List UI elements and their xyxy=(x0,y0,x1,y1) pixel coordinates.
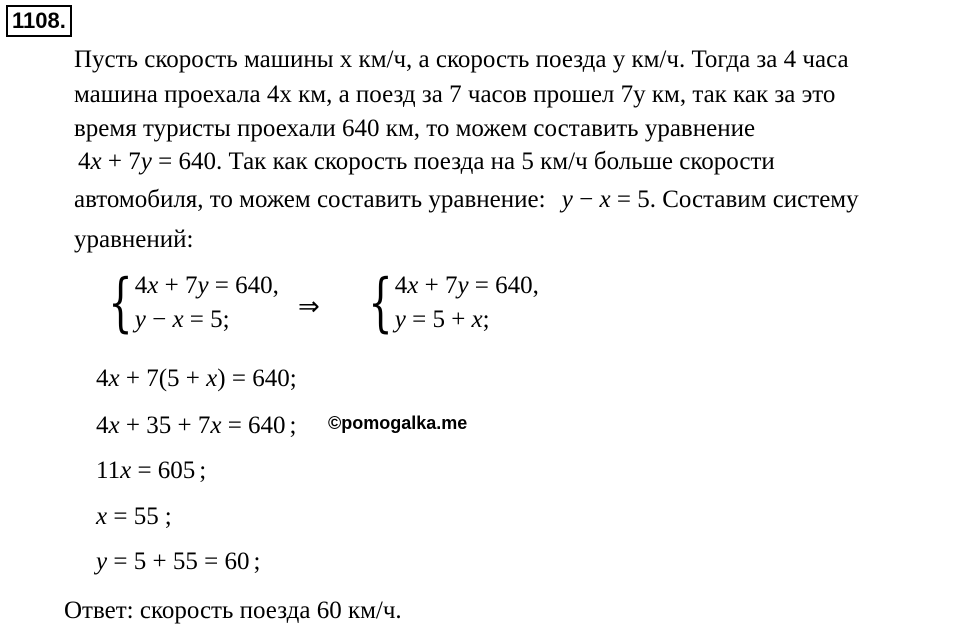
system-right-eq1: 4x + 7y = 640, xyxy=(394,272,539,299)
brace-left-icon: { xyxy=(108,266,133,340)
system-left xyxy=(92,266,279,340)
solution-step-2 xyxy=(96,411,297,441)
text-line-5-tail: . Составим систему xyxy=(649,186,859,213)
equation-y-minus-x: y − x = 5 xyxy=(561,186,650,213)
solution-step-3-eq: 11x = 605 xyxy=(96,457,196,484)
solution-step-5-end: ; xyxy=(253,548,261,575)
brace-right-icon: { xyxy=(368,266,393,340)
solution-step-5 xyxy=(96,547,260,577)
equation-4x-7y: 4x + 7y = 640 xyxy=(78,148,216,175)
solution-step-4-eq: x = 55 xyxy=(96,503,159,530)
watermark: ©pomogalka.me xyxy=(328,413,468,433)
solution-step-4 xyxy=(96,502,172,532)
text-line-2: машина проехала 4x км, а поезд за 7 часов прошел 7y км, так как за это xyxy=(74,81,836,108)
system-left-eq1: 4x + 7y = 640, xyxy=(134,272,279,299)
solution-step-2-eq: 4x + 35 + 7x = 640 xyxy=(96,412,286,439)
solution-step-5-eq: y = 5 + 55 = 60 xyxy=(96,548,250,575)
text-line-5 xyxy=(74,185,859,215)
solution-step-3 xyxy=(96,456,206,486)
system-right-eq2: y = 5 + x; xyxy=(394,306,490,333)
solution-step-1-eq: 4x + 7(5 + x) = 640 xyxy=(96,365,290,392)
text-line-1: Пусть скорость машины x км/ч, а скорость поезда y км/ч. Тогда за 4 часа xyxy=(74,46,849,73)
problem-number: 1108. xyxy=(6,5,72,37)
text-line-4 xyxy=(74,147,775,177)
implies-arrow-icon: ⇒ xyxy=(298,292,320,322)
text-line-5-head: автомобиля, то можем составить уравнение: xyxy=(74,186,552,213)
text-line-3: время туристы проехали 640 км, то можем составить уравнение xyxy=(74,115,756,142)
solution-step-4-end: ; xyxy=(164,503,172,530)
solution-step-1 xyxy=(96,364,297,394)
solution-step-2-end: ; xyxy=(289,412,297,439)
answer-line: Ответ: скорость поезда 60 км/ч. xyxy=(64,597,402,624)
solution-step-1-end: ; xyxy=(289,365,297,392)
system-left-eq2: y − x = 5; xyxy=(134,306,230,333)
system-right xyxy=(352,266,539,340)
solution-step-3-end: ; xyxy=(199,457,207,484)
text-line-6: уравнений: xyxy=(74,226,194,253)
text-line-4-tail: . Так как скорость поезда на 5 км/ч больше скорости xyxy=(215,148,775,175)
